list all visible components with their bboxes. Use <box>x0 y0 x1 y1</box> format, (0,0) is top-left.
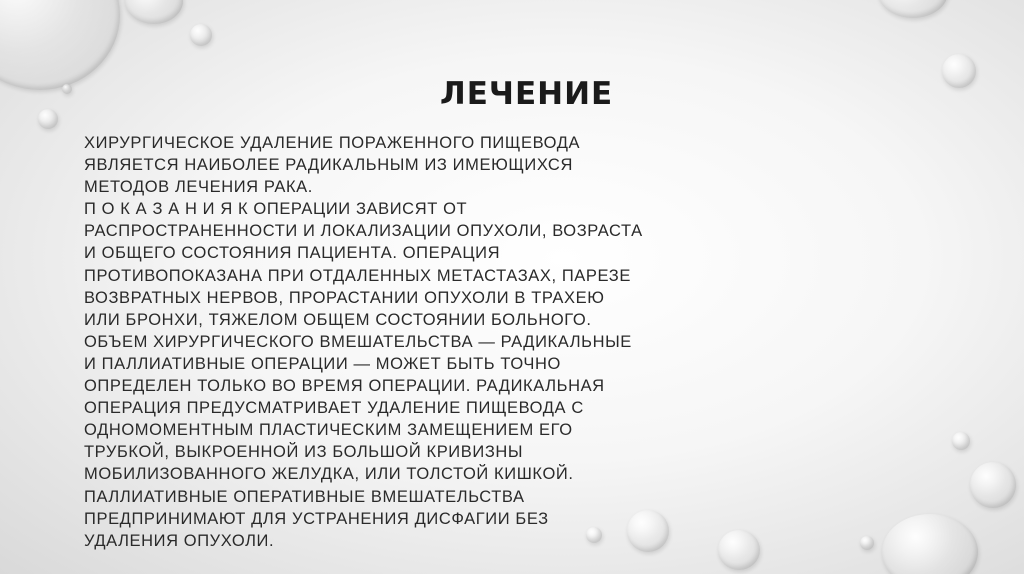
body-paragraph: ХИРУРГИЧЕСКОЕ УДАЛЕНИЕ ПОРАЖЕННОГО ПИЩЕВОДА ЯВЛЯЕТСЯ НАИБОЛЕЕ РАДИКАЛЬНЫМ ИЗ ИМЕЮЩИХСЯ МЕТОДОВ ЛЕЧЕНИЯ РАКА. <box>84 134 581 197</box>
water-drop-decoration <box>882 514 978 574</box>
water-drop-decoration <box>190 24 212 46</box>
water-drop-decoration <box>942 54 976 88</box>
water-drop-decoration <box>970 462 1016 508</box>
water-drop-decoration <box>125 0 183 24</box>
water-drop-decoration <box>860 536 874 550</box>
slide-body <box>84 132 644 552</box>
slide-title: ЛЕЧЕНИЕ <box>440 76 614 112</box>
water-drop-decoration <box>952 432 970 450</box>
water-drop-decoration <box>38 109 58 129</box>
body-paragraph: ОБЪЕМ ХИРУРГИЧЕСКОГО ВМЕШАТЕЛЬСТВА — РАДИКАЛЬНЫЕ И ПАЛЛИАТИВНЫЕ ОПЕРАЦИИ — МОЖЕТ БЫТЬ ТОЧНО ОПРЕДЕЛЕН ТОЛЬКО ВО ВРЕМЯ ОПЕРАЦИИ. РАДИКАЛЬНАЯ ОПЕРАЦИЯ ПРЕДУСМАТРИВАЕТ УДАЛЕНИЕ ПИЩЕВОДА С ОДНОМОМЕНТНЫМ ПЛАСТИЧЕСКИМ ЗАМЕЩЕНИЕМ ЕГО ТРУБКОЙ, ВЫКРОЕННОЙ ИЗ БОЛЬШОЙ КРИВИЗНЫ МОБИЛИЗОВАННОГО ЖЕЛУДКА, ИЛИ ТОЛСТОЙ КИШКОЙ. ПАЛЛИАТИВНЫЕ ОПЕРАТИВНЫЕ ВМЕШАТЕЛЬСТВА ПРЕДПРИНИМАЮТ ДЛЯ УСТРАНЕНИЯ ДИСФАГИИ БЕЗ УДАЛЕНИЯ ОПУХОЛИ. <box>84 332 632 550</box>
water-drop-decoration <box>878 0 948 18</box>
water-drop-decoration <box>62 84 72 94</box>
body-paragraph: П О К А З А Н И Я К ОПЕРАЦИИ ЗАВИСЯТ ОТ РАСПРОСТРАНЕННОСТИ И ЛОКАЛИЗАЦИИ ОПУХОЛИ, ВОЗРАСТА И ОБЩЕГО СОСТОЯНИЯ ПАЦИЕНТА. ОПЕРАЦИЯ ПРОТИВОПОКАЗАНА ПРИ ОТДАЛЕННЫХ МЕТАСТАЗАХ, ПАРЕЗЕ ВОЗВРАТНЫХ НЕРВОВ, ПРОРАСТАНИИ ОПУХОЛИ В ТРАХЕЮ ИЛИ БРОНХИ, ТЯЖЕЛОМ ОБЩЕМ СОСТОЯНИИ БОЛЬНОГО. <box>84 200 643 329</box>
water-drop-decoration <box>718 530 760 570</box>
water-drop-decoration <box>0 0 120 90</box>
